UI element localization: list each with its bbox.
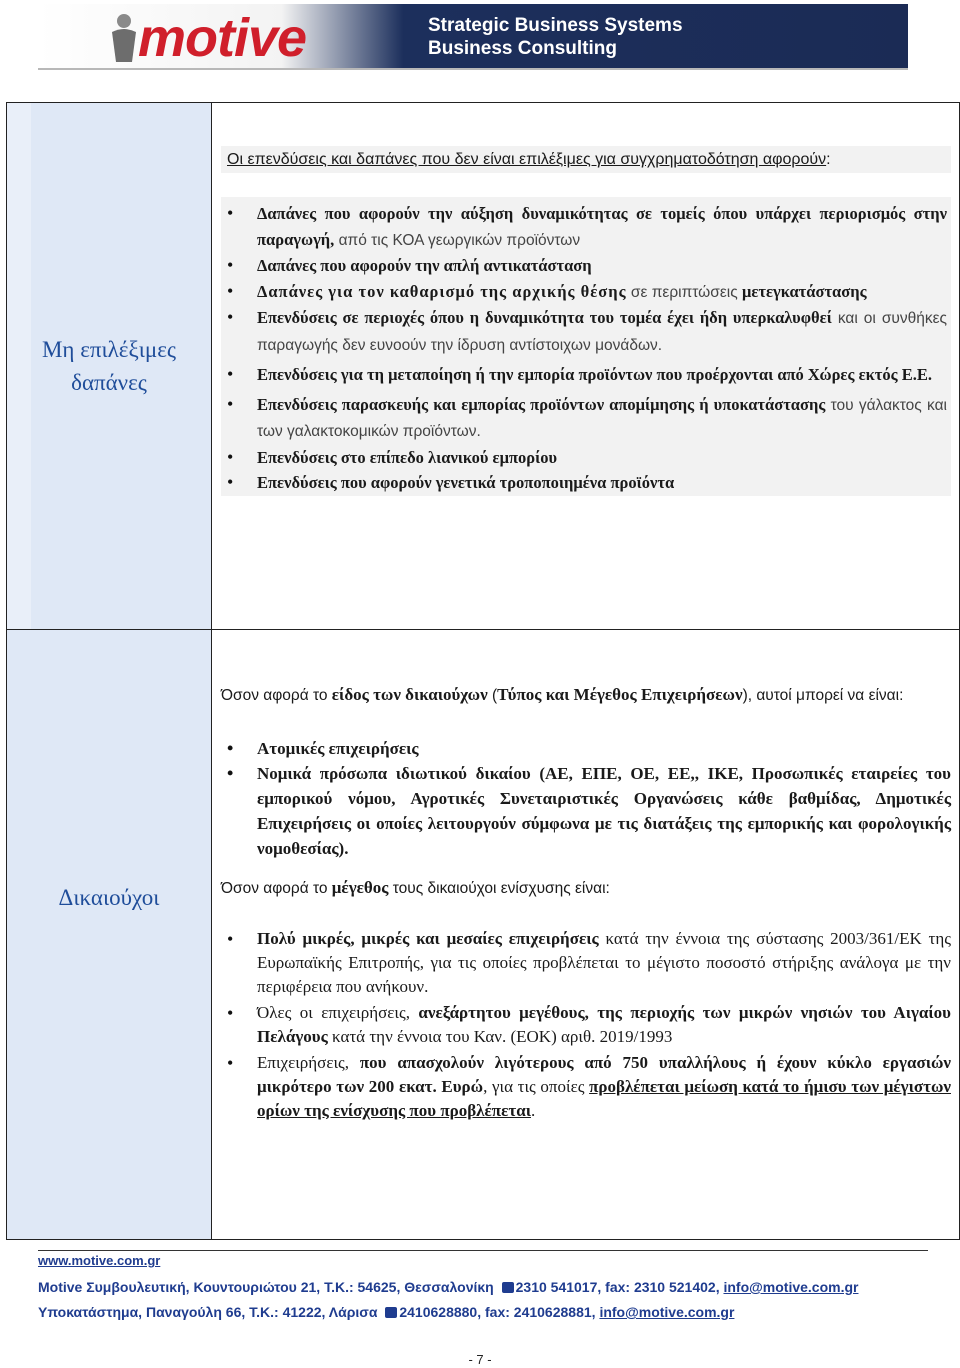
size-list <box>221 927 951 1123</box>
item-mid: , για τις οποίες <box>483 1077 590 1096</box>
p1-e: ), αυτοί μπορεί να είναι: <box>742 687 904 704</box>
list-item: • Νομικά πρόσωπα ιδιωτικού δικαίου (ΑΕ, ΕΠΕ, ΟΕ, ΕΕ,, ΙΚΕ, Προσωπικές εταιρείες του εμπορικού νόμου, Αγροτικές Συνεταιριστικές Οργανώσεις κάθε βαθμίδας, Δημοτικές Επιχειρήσεις οι οποίες λειτουργούν σύμφωνα με τις διατάξεις της εμπορικής και φορολογικής νομοθεσίας). <box>221 761 951 861</box>
row-label-line-2: δαπάνες <box>71 370 147 395</box>
header-banner <box>38 4 908 70</box>
size-intro <box>221 875 951 901</box>
item-bold: Επενδύσεις στο επίπεδο λιανικού εμπορίου <box>257 447 558 467</box>
list-item: • Ατομικές επιχειρήσεις <box>221 736 951 761</box>
page-number: - 7 - <box>468 1352 492 1367</box>
item-end: . <box>530 1101 536 1120</box>
footer-website-link[interactable]: www.motive.com.gr <box>38 1253 161 1268</box>
item-bold: Επενδύσεις παρασκευής και εμπορίας προϊόντων απομίμησης ή υποκατάστασης <box>257 394 826 414</box>
row-label-cell <box>7 630 212 1239</box>
footer-address-line-2 <box>38 1304 734 1320</box>
list-item <box>221 305 947 358</box>
item-text: Όλες οι επιχειρήσεις, <box>257 1003 419 1022</box>
list-item <box>221 362 947 388</box>
p1-d: Τύπος και Μέγεθος Επιχειρήσεων <box>497 685 743 704</box>
item-tail: κατά την έννοια του Καν. (ΕΟΚ) αριθ. 2019/1993 <box>327 1027 673 1046</box>
beneficiaries-intro <box>221 682 951 708</box>
non-eligible-list <box>221 197 951 496</box>
list-item <box>221 201 947 253</box>
row-content-beneficiaries <box>221 682 951 1123</box>
list-item <box>221 279 947 306</box>
footer-phone-2: 2410628880, fax: 2410628881, <box>399 1304 600 1320</box>
row-label-cell <box>7 103 212 629</box>
item-bold: Επενδύσεις για τη μεταποίηση ή την εμπορία προϊόντων που προέρχονται από Χώρες εκτός Ε.Ε. <box>257 365 932 384</box>
list-item <box>221 470 947 496</box>
p2-b: μέγεθος <box>331 878 389 897</box>
list-item <box>221 253 947 279</box>
item-bold: Επενδύσεις σε περιοχές όπου η δυναμικότητα του τομέα έχει ήδη υπερκαλυφθεί <box>257 308 832 327</box>
item-bold: που απασχολούν λιγότερους από 750 υπαλλήλους ή έχουν κύκλο εργασιών μικρότερο των 200 εκατ. Ευρώ <box>257 1053 952 1096</box>
item-text: από τις ΚΟΑ γεωργικών προϊόντων <box>334 231 581 249</box>
intro-text: Οι επενδύσεις και δαπάνες που δεν είναι επιλέξιμες για συγχρηματοδότηση αφορούν <box>227 151 827 168</box>
table-row-non-eligible <box>6 102 960 630</box>
list-item <box>221 927 951 999</box>
p2-c: τους δικαιούχοι ενίσχυσης είναι: <box>388 880 610 897</box>
logo-text: motive <box>138 8 307 68</box>
footer-rule <box>38 1250 928 1251</box>
beneficiary-types-list <box>221 736 951 861</box>
logo-figure-icon <box>108 12 140 64</box>
item-bold: Πολύ μικρές, μικρές και μεσαίες επιχειρήσεις <box>257 929 599 948</box>
list-item <box>221 445 947 471</box>
row-content-non-eligible <box>221 103 951 496</box>
item-text: κατά την έννοια της σύστασης 2003/361/ΕΚ της Ευρωπαϊκής Επιτροπής, για τις οποίες προβλέπεται το μέγιστο ποσοστό στήριξης ανάλογα με την περιφέρεια που ανήκουν. <box>257 929 951 996</box>
row-label-line-1: Μη επιλέξιμες <box>41 337 177 362</box>
phone-icon <box>385 1307 397 1318</box>
phone-icon <box>502 1282 514 1293</box>
item-text: και οι συνθήκες παραγωγής δεν ευνοούν την ίδρυση αντίστοιχων μονάδων. <box>257 310 947 354</box>
item-bold-2: μετεγκατάστασης <box>741 281 867 301</box>
intro-colon: : <box>826 151 831 168</box>
item-bold: ανεξάρτητου μεγέθους, της περιοχής των μικρών νησιών του Αιγαίου Πελάγους <box>257 1003 951 1046</box>
footer-address-line-1 <box>38 1279 858 1295</box>
item-bold: Δαπάνες για τον καθαρισμό της αρχικής θέσης <box>257 281 627 301</box>
item-text: σε περιπτώσεις <box>626 283 742 301</box>
label-accent-strip <box>7 103 31 629</box>
footer-phone-1: 2310 541017, fax: 2310 521402, <box>515 1279 724 1295</box>
list-item <box>221 392 947 445</box>
item-text: Επιχειρήσεις, <box>257 1053 360 1072</box>
footer-email-link-2[interactable]: info@motive.com.gr <box>599 1304 735 1320</box>
p1-b: είδος των δικαιούχων <box>331 685 488 704</box>
item-underlined: προβλέπεται μείωση κατά το ήμισυ των μέγιστων ορίων της ενίσχυσης που προβλέπεται <box>257 1077 951 1120</box>
tagline-line-2: Business Consulting <box>428 38 617 59</box>
item-bold: Επενδύσεις που αφορούν γενετικά τροποποιημένα προϊόντα <box>257 473 675 492</box>
table-row-beneficiaries <box>6 630 960 1240</box>
p2-a: Όσον αφορά το <box>221 880 332 897</box>
list-item <box>221 1051 951 1123</box>
footer-address-2: Υποκατάστημα, Παναγούλη 66, Τ.Κ.: 41222, Λάρισα <box>38 1304 382 1320</box>
intro-paragraph <box>221 146 951 173</box>
p1-a: Όσον αφορά το <box>221 687 332 704</box>
list-item <box>221 1001 951 1049</box>
footer-email-link-1[interactable]: info@motive.com.gr <box>723 1279 859 1295</box>
tagline-line-1: Strategic Business Systems <box>428 15 683 36</box>
item-bold: Δαπάνες που αφορούν την απλή αντικατάσταση <box>257 256 592 275</box>
footer-address-1: Motive Συμβουλευτική, Κουντουριώτου 21, Τ.Κ.: 54625, Θεσσαλονίκη <box>38 1279 498 1295</box>
row-label-beneficiaries: Δικαιούχοι <box>58 885 160 910</box>
item-bold: Δαπάνες που αφορούν την αύξηση δυναμικότητας σε τομείς όπου υπάρχει περιορισμός στην παραγωγή, <box>257 204 947 249</box>
item-text: του γάλακτος και των γαλακτοκομικών προϊόντων. <box>257 396 947 440</box>
tagline <box>428 14 683 60</box>
row-label-non-eligible <box>42 333 176 399</box>
p1-c: ( <box>487 687 498 704</box>
